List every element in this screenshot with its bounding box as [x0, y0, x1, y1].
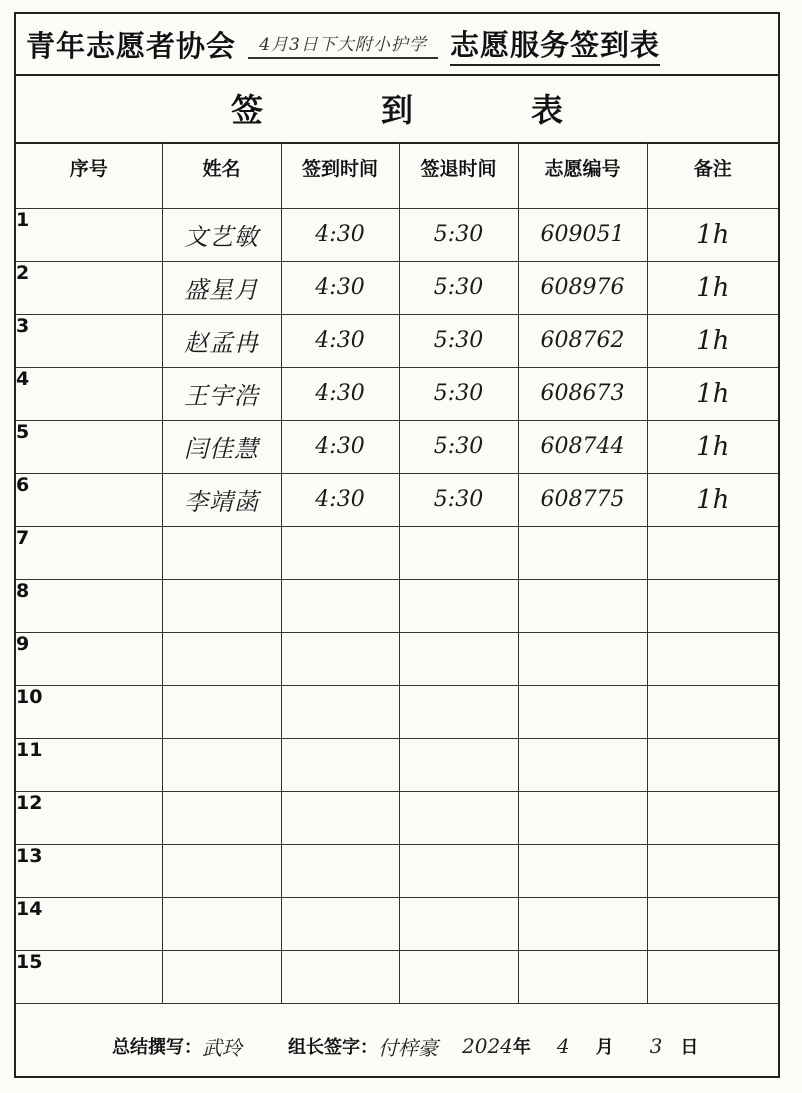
row-name-signature: 闫佳慧 [162, 420, 281, 473]
row-note: 1h [647, 367, 778, 420]
col-header-seq: 序号 [16, 142, 162, 208]
row-note [647, 897, 778, 950]
table-row [16, 632, 778, 685]
row-signout-time: 5:30 [399, 208, 518, 261]
table-row [16, 208, 778, 261]
signin-table [16, 142, 778, 1004]
leader-label: 组长签字： [288, 1037, 378, 1058]
table-row [16, 738, 778, 791]
row-volunteer-id [518, 844, 647, 897]
row-note: 1h [647, 314, 778, 367]
row-name-signature [162, 526, 281, 579]
row-volunteer-id [518, 897, 647, 950]
summary-writer-signature: 武玲 [202, 1035, 242, 1060]
date-day-unit: 日 [680, 1037, 699, 1058]
row-name-signature: 王宇浩 [162, 367, 281, 420]
row-signin-time [281, 526, 399, 579]
row-note [647, 950, 778, 1003]
row-signout-time [399, 738, 518, 791]
row-name-signature [162, 950, 281, 1003]
date-year: 2024 [462, 1034, 513, 1058]
row-seq-number: 5 [16, 420, 162, 473]
event-handwritten: 4月3日下大附小护学 [248, 30, 438, 59]
row-volunteer-id: 608775 [518, 473, 647, 526]
row-signin-time [281, 579, 399, 632]
row-signin-time [281, 685, 399, 738]
row-name-signature [162, 685, 281, 738]
row-seq-number: 1 [16, 208, 162, 261]
row-name-signature [162, 844, 281, 897]
row-signout-time [399, 685, 518, 738]
row-seq-number: 15 [16, 950, 162, 1003]
col-header-volunteer-id: 志愿编号 [518, 142, 647, 208]
row-seq-number: 13 [16, 844, 162, 897]
row-volunteer-id [518, 685, 647, 738]
row-note [647, 738, 778, 791]
row-seq-number: 2 [16, 261, 162, 314]
row-signin-time [281, 950, 399, 1003]
row-seq-number: 4 [16, 367, 162, 420]
table-row [16, 526, 778, 579]
row-name-signature [162, 791, 281, 844]
table-body [16, 208, 778, 1003]
signin-sheet [14, 12, 780, 1078]
row-note: 1h [647, 420, 778, 473]
row-signin-time [281, 632, 399, 685]
row-note [647, 844, 778, 897]
row-seq-number: 6 [16, 473, 162, 526]
row-volunteer-id: 608976 [518, 261, 647, 314]
table-row [16, 844, 778, 897]
row-name-signature [162, 738, 281, 791]
row-name-signature: 李靖菡 [162, 473, 281, 526]
leader-signature: 付梓豪 [378, 1035, 438, 1060]
row-signout-time: 5:30 [399, 367, 518, 420]
row-volunteer-id [518, 526, 647, 579]
row-signin-time: 4:30 [281, 473, 399, 526]
table-row [16, 579, 778, 632]
col-header-name: 姓名 [162, 142, 281, 208]
row-signout-time: 5:30 [399, 261, 518, 314]
row-seq-number: 7 [16, 526, 162, 579]
row-signout-time: 5:30 [399, 420, 518, 473]
row-note [647, 579, 778, 632]
row-signout-time [399, 950, 518, 1003]
table-row [16, 950, 778, 1003]
row-volunteer-id [518, 579, 647, 632]
row-signin-time: 4:30 [281, 367, 399, 420]
table-row [16, 367, 778, 420]
date-year-unit: 年 [512, 1037, 531, 1058]
row-seq-number: 12 [16, 791, 162, 844]
date-month: 4 [556, 1034, 570, 1058]
row-signout-time [399, 791, 518, 844]
row-note: 1h [647, 261, 778, 314]
row-volunteer-id [518, 950, 647, 1003]
row-signout-time [399, 844, 518, 897]
row-volunteer-id: 608762 [518, 314, 647, 367]
row-volunteer-id [518, 738, 647, 791]
date-day: 3 [649, 1034, 663, 1058]
row-signout-time: 5:30 [399, 314, 518, 367]
row-name-signature [162, 632, 281, 685]
row-note [647, 632, 778, 685]
footer [16, 1016, 778, 1076]
row-seq-number: 3 [16, 314, 162, 367]
row-signin-time: 4:30 [281, 420, 399, 473]
row-volunteer-id [518, 632, 647, 685]
row-signin-time [281, 738, 399, 791]
row-note [647, 685, 778, 738]
row-note: 1h [647, 473, 778, 526]
table-row [16, 685, 778, 738]
table-row [16, 314, 778, 367]
row-note [647, 526, 778, 579]
row-seq-number: 8 [16, 579, 162, 632]
col-header-note: 备注 [647, 142, 778, 208]
row-signin-time: 4:30 [281, 208, 399, 261]
row-seq-number: 11 [16, 738, 162, 791]
heading-row [16, 74, 778, 144]
row-volunteer-id: 608744 [518, 420, 647, 473]
row-seq-number: 10 [16, 685, 162, 738]
row-signin-time: 4:30 [281, 314, 399, 367]
table-header-row [16, 142, 778, 208]
row-signin-time: 4:30 [281, 261, 399, 314]
row-signin-time [281, 897, 399, 950]
row-name-signature: 盛星月 [162, 261, 281, 314]
col-header-signout-time: 签退时间 [399, 142, 518, 208]
table-row [16, 897, 778, 950]
date-month-unit: 月 [595, 1037, 614, 1058]
table-row [16, 473, 778, 526]
col-header-signin-time: 签到时间 [281, 142, 399, 208]
row-signout-time [399, 897, 518, 950]
table-row [16, 420, 778, 473]
row-note [647, 791, 778, 844]
row-seq-number: 9 [16, 632, 162, 685]
row-signout-time: 5:30 [399, 473, 518, 526]
summary-label: 总结撰写： [112, 1037, 202, 1058]
org-title: 青年志愿者协会 [26, 28, 237, 63]
row-signin-time [281, 791, 399, 844]
row-signout-time [399, 632, 518, 685]
row-seq-number: 14 [16, 897, 162, 950]
sheet-heading: 签到表 [230, 91, 681, 129]
row-name-signature [162, 897, 281, 950]
row-volunteer-id [518, 791, 647, 844]
row-volunteer-id: 608673 [518, 367, 647, 420]
row-name-signature [162, 579, 281, 632]
row-signout-time [399, 526, 518, 579]
row-volunteer-id: 609051 [518, 208, 647, 261]
row-name-signature: 文艺敏 [162, 208, 281, 261]
table-row [16, 261, 778, 314]
title-row [16, 14, 778, 76]
table-row [16, 791, 778, 844]
form-title: 志愿服务签到表 [450, 23, 660, 66]
row-signout-time [399, 579, 518, 632]
row-name-signature: 赵孟冉 [162, 314, 281, 367]
row-signin-time [281, 844, 399, 897]
row-note: 1h [647, 208, 778, 261]
